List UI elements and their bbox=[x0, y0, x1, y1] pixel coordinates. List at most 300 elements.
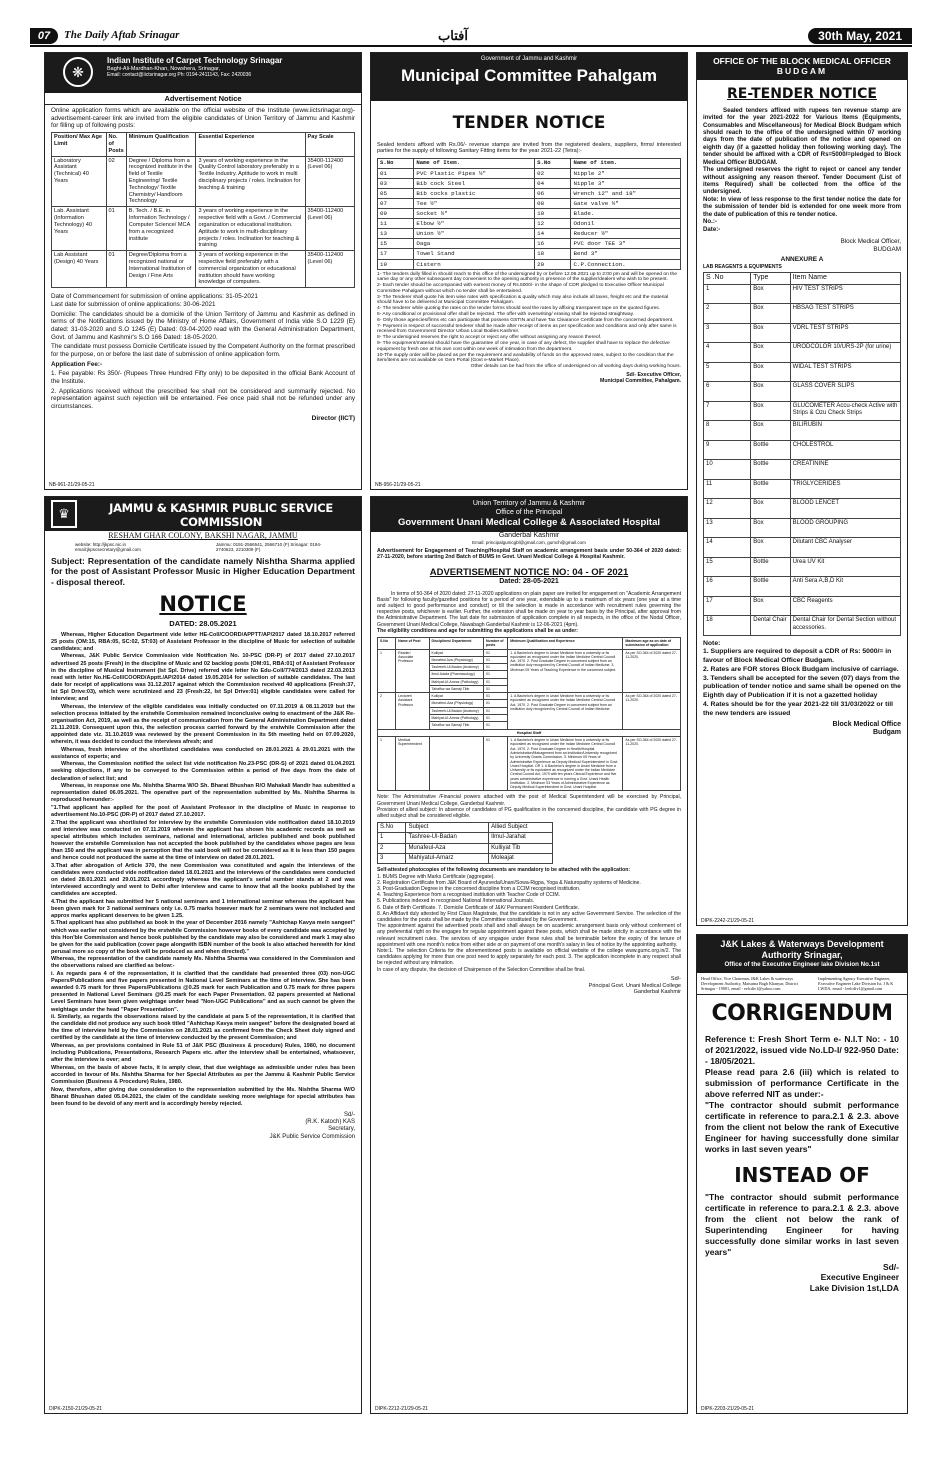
unani-office: Office of the Principal bbox=[495, 508, 563, 516]
table-row bbox=[704, 323, 901, 343]
table-cell: Moleajat bbox=[489, 854, 553, 864]
table-row bbox=[52, 251, 355, 288]
budgam-sign-3: Block Medical Office bbox=[832, 720, 901, 728]
table-cell: Laboratory Assistant (Technical) 40 Years bbox=[52, 156, 107, 207]
table-row bbox=[378, 209, 681, 219]
budgam-sign-1: Block Medical Officer, bbox=[840, 237, 901, 245]
iict-signatory: Director (IICT) bbox=[311, 414, 355, 422]
table-cell: 01 bbox=[484, 737, 508, 791]
table-cell: 01 bbox=[484, 664, 508, 671]
unani-sd: Sd/- bbox=[670, 975, 681, 982]
document-item: 6. Date of Birth Certificate. 7. Domicile Certificate of J&K/ Permanent Resident Certificate. bbox=[377, 904, 580, 911]
document-item: 2. Registration Certificate from J&K Board of Ayurveda/Unani/Sowa-Rigpa, Yoga & Naturopathy systems of Medicine. bbox=[377, 879, 641, 886]
unani-name: Government Unani Medical College & Associated Hospital bbox=[397, 517, 660, 529]
table-cell: Gate valve ½" bbox=[571, 199, 681, 209]
table-cell: As per SO-364 of 2020 dated 27-11-2020. bbox=[623, 649, 681, 693]
pahalgam-govt: Government of Jammu and Kashmir bbox=[480, 56, 578, 62]
jkpsc-header bbox=[45, 497, 361, 531]
table-cell: Munafeul-Aza (Physiology) bbox=[429, 700, 484, 707]
table-cell: Lecturer/ Assistant Professor bbox=[396, 693, 429, 729]
table-cell: 15 bbox=[378, 239, 414, 249]
table-header: Name of item. bbox=[571, 159, 681, 169]
table-header: Subject bbox=[406, 823, 489, 833]
notice-paragraph: 2.That the applicant was shortlisted for interview by the erstwhile Commission vide notification dated 18.10.2019 and interview was conducted on 07.11.2019 wherein the applicant has shown his academic records as well as special attributes which includes seminars, national and international, articles published and book published however the erstwhile Commission has not accepted the book published by the candidates whose pages are less than 150 and the applicant was in perception that the said book will not be considered as it is less than 150 pages and hence could not produced the same at the time of interview on dated 28.01.2021. bbox=[51, 819, 355, 862]
table-cell: 01 bbox=[484, 715, 508, 722]
table-cell: 17 bbox=[704, 596, 751, 616]
table-header: Name of Item. bbox=[414, 159, 535, 169]
table-row bbox=[378, 649, 681, 656]
unani-note: Note: The Administrative /Financial powers attached with the post of Medical Superintendent will be exercised by Principal, Government Unani Medical College, Ganderbal Kashmir. bbox=[377, 794, 681, 807]
table-cell: 14 bbox=[704, 538, 751, 558]
pahalgam-sign-2: Municipal Committee, Pahalgam. bbox=[600, 378, 681, 385]
table-cell: Box bbox=[751, 343, 790, 363]
masthead bbox=[30, 28, 912, 44]
table-cell: HIV TEST STRIPS bbox=[790, 284, 900, 304]
table-cell: 03 bbox=[378, 179, 414, 189]
table-row bbox=[704, 304, 901, 324]
budgam-header bbox=[697, 53, 907, 80]
table-cell: Anti Sera A,B,D Kit bbox=[790, 577, 900, 597]
notice-paragraph: Whereas, J&K Public Service Commission vide Notification No. 10-PSC (DR-P) of 2017 dated 27.10.2017 advertised 25 posts (Fresh) in the discipline of Music and 02 backlog posts [OM:01, RBA:01] of Assistant Professor in the discipline of Musical Instrument (Ist Spl. Drive) referred vide letter No Edu-Coll/774/2013 dated 22.03.2013 read with letter No.HE-Coll/COORD/Apptt./AP/2014 dated 19.05.2014 for selection of suitable candidates. The last date for receipt of applications was 31.12.2017 against which the Commission received 40 applications (Fresh:37, Ist Spl Drive:03), which were scrutinized and 23 (Fresh:22, Ist Spl Drive:01) eligible candidates were called for interview; and bbox=[51, 653, 355, 703]
iict-title: Advertisement Notice bbox=[45, 93, 361, 105]
table-cell: 1 bbox=[378, 737, 396, 791]
unani-header bbox=[371, 497, 687, 532]
table-cell: TRIGLYCERIDES bbox=[790, 479, 900, 499]
table-row bbox=[378, 854, 553, 864]
table-cell: Socket ½" bbox=[414, 209, 535, 219]
document-item: 8. An Affidavit duly attested by First Class Magistrate, that the candidate is not in any active Government Service. The selection of the candidates for the posts shall be made by the Committee constituted by the Government. bbox=[377, 910, 681, 924]
table-cell: Bottle bbox=[751, 460, 790, 480]
lcma-instead: INSTEAD OF bbox=[734, 1163, 870, 1188]
table-cell: HBSAG TEST STRIPS bbox=[790, 304, 900, 324]
budgam-title: RE-TENDER NOTICE bbox=[727, 85, 877, 102]
table-cell: Nipple 3" bbox=[571, 179, 681, 189]
table-cell: As per SO-364 of 2020 dated 27-11-2020. bbox=[623, 693, 681, 729]
table-cell: Medical Superintendent bbox=[396, 737, 429, 791]
iict-intro: Online application forms which are available on the official website of the Institute (www.iictsrinagar.org)-advertisement-career link are invited from the eligible candidates of Union Territory of Jammu and Kashmir for filling up of following posts: bbox=[51, 107, 355, 130]
note-item: 2. Rates are FOR stores Block Budgam inclusive of carriage. bbox=[703, 665, 899, 673]
notice-paragraph: i. As regards para 4 of the representation, it is clarified that the candidate had presented three (03) non-UGC Papers/Publications and five papers presented in National Level Seminars at the time of interview. She has been awarded 0.75 mark for three Papers/Publications @0.25 mark for each Publication and 0.75 mark for three papers presented in National Level Seminars @0.25 mark for each Paper Presentation. 02 papers presented at National Level Seminars have been given weightage under head "Non-UGC Publications" and as such cannot be given the weightage under the head "Paper Presentation". bbox=[51, 971, 355, 1013]
note-item: 4. Rates should be for the year 2021-22 till 31/03/2022 or till the new tenders are issued bbox=[703, 701, 894, 717]
jkpsc-name: JAMMU & KASHMIR PUBLIC SERVICE COMMISSION bbox=[109, 501, 333, 530]
table-cell: Kulliyat Tib bbox=[489, 843, 553, 853]
budgam-ad bbox=[696, 52, 908, 926]
table-cell: CHOLESTROL bbox=[790, 440, 900, 460]
table-cell: WIDAL TEST STRIPS bbox=[790, 362, 900, 382]
table-row bbox=[378, 168, 681, 178]
iict-address: Baghi-Ali-Mardhan-Khan, Nowshera, Srinagar, bbox=[107, 65, 221, 72]
jkpsc-title: NOTICE bbox=[159, 591, 247, 616]
table-cell: Box bbox=[751, 538, 790, 558]
iict-table bbox=[51, 132, 355, 288]
unani-ut: Union Territory of Jammu & Kashmir bbox=[472, 500, 586, 507]
page-number: 07 bbox=[30, 28, 58, 44]
budgam-no: No.:- bbox=[703, 218, 717, 226]
table-cell: 01 bbox=[484, 678, 508, 685]
table-cell: 35400-112400 (Level 06) bbox=[305, 251, 354, 288]
notice-paragraph: 4.That the applicant has submitted her 5 national seminars and 1 international seminar whereas the applicant has been given mark for 3 national seminars only i.e. 0.75 marks however mark for 2 seminars were not included and approx marks applicant deserves to be given 1.25. bbox=[51, 898, 355, 919]
iict-ad bbox=[44, 52, 362, 490]
lcma-quote-1: "The contractor should submit performance certificate in reference to para.2.1 & 2.3. above from the client not below the rank of Executive Engineer for having successfully done similar works in last seven years" bbox=[705, 1099, 899, 1155]
table-cell: 01 bbox=[378, 168, 414, 178]
document-item: 3. Post-Graduation Degree in the concerned discipline from a CCIM recognised institution. bbox=[377, 886, 581, 893]
table-row bbox=[378, 229, 681, 239]
table-cell: Kulliyat bbox=[429, 693, 484, 700]
notice-paragraph: Whereas, as per provisions contained in Rule 51 of J&K PSC (Business & procedure) Rules, 1980, no document including Publications, Presentations, Research Papers etc. after the interview shall be entertained, whatsoever, after the interview is over; and bbox=[51, 1043, 355, 1064]
table-cell: 17 bbox=[378, 249, 414, 259]
lcma-ref: DIPK-2203-21/29-05-21 bbox=[701, 1405, 755, 1412]
table-cell: 01 bbox=[484, 707, 508, 714]
table-cell: PVC Plastic Pipes ½" bbox=[414, 168, 535, 178]
table-row bbox=[378, 729, 681, 737]
note-item: 1. Suppliers are required to deposit a CDR of Rs: 5000/= in favour of Block Medical Officer Budgam. bbox=[703, 648, 892, 664]
table-row bbox=[378, 199, 681, 209]
table-row bbox=[704, 499, 901, 519]
pahalgam-intro: Sealed tenders affixed with Rs.06/- revenue stamps are invited from the registered dealers, suppliers, firms/ interested parties for the supply of following Sanitary Fitting items for the year 2021-22 (Tetra):- bbox=[377, 141, 681, 155]
lcma-quote-2: "The contractor should submit performance certificate in reference to para.2.1 & 2.3. above from the client not below the rank of Superintending Engineer for having successfully done similar works in last seven years" bbox=[705, 1191, 899, 1257]
table-row bbox=[704, 460, 901, 480]
table-cell: Box bbox=[751, 323, 790, 343]
table-cell: Box bbox=[751, 401, 790, 421]
table-header: S.No bbox=[378, 638, 396, 650]
lcma-header bbox=[697, 935, 907, 973]
table-cell: Box bbox=[751, 518, 790, 538]
table-row bbox=[378, 259, 681, 269]
table-cell: 16 bbox=[535, 239, 571, 249]
table-row bbox=[704, 557, 901, 577]
table-cell: 08 bbox=[535, 199, 571, 209]
iict-date-start: Date of Commencement for submission of online applications: 31-05-2021 bbox=[51, 293, 258, 301]
unani-intro: In terms of 50-364 of 2020 dated: 27-11-2020 applications on plain paper are invited for engagement on "Academic Arrangement Basis" for following faculty/gazetted positions for a period of one year, extendable up to a maximum of six years (one year at a time and subject to good performance and conduct) or till the selection is made in accordance with recruitment rules governing the respective posts, whichever is earlier. Further, the extension shall be made on year to year basis by the Principal, after approval from the Administrative Department. The last date for submission of application complete in all respects, in the office of the Nodal Officer, Government Unani Medical College, Nawabagh Ganderbal Kashmir is 12-06-2021 (4pm). bbox=[377, 590, 681, 628]
table-cell: Lab Assistant (Design) 40 Years bbox=[52, 251, 107, 288]
table-cell: Cistern bbox=[414, 259, 535, 269]
table-cell: 15 bbox=[704, 557, 751, 577]
budgam-ref: DIPK-2242-21/29-05-21 bbox=[701, 917, 755, 924]
pahalgam-name: Municipal Committee Pahalgam bbox=[401, 66, 657, 86]
iict-domicile: Domicile: The candidates should be a domicile of the Union Territory of Jammu and Kashmir as defined in terms of the Notifications issued by the Ministry of Home Affairs, Government of India vide S.O 1229 (E) dated: 31-03-2020 and S.O 1245 (E) Dated: 03-04-2020 read with the General Administration Department, Govt. of Jammu and Kashmir's S.O 166 Dated: 18-05-2020. bbox=[51, 310, 355, 341]
table-cell: 13 bbox=[378, 229, 414, 239]
condition-item: 6- Only those agencies/firms etc can participate that possess GSTIN and have Tax Clearance Certificate from the concerned department. bbox=[377, 317, 674, 323]
table-cell: Dental Chair bbox=[751, 616, 790, 636]
table-row bbox=[52, 207, 355, 251]
lcma-office: Office of the Executive Engineer lake Division No.1st bbox=[724, 960, 880, 968]
table-row bbox=[378, 737, 681, 791]
iict-name: Indian Institute of Carpet Technology Srinagar bbox=[107, 56, 283, 65]
table-cell: 1 bbox=[378, 833, 406, 843]
table-cell: VDRL TEST STRIPS bbox=[790, 323, 900, 343]
table-cell: 14 bbox=[535, 229, 571, 239]
table-cell: 6 bbox=[704, 382, 751, 402]
iict-fee-1: 1. Fee payable: Rs 350/- (Rupees Three Hundred Fifty only) to be deposited in the official Bank Account of the Institute. bbox=[51, 370, 355, 385]
jkpsc-emblem-icon: ♛ bbox=[51, 500, 77, 528]
table-header: S.No bbox=[378, 159, 414, 169]
iict-email: Email: contact@iictsrinagar.org Ph: 0194-2411143, Fax: 2420036 bbox=[107, 72, 252, 79]
jkpsc-ad bbox=[44, 496, 362, 1414]
table-cell: 02 bbox=[106, 156, 126, 207]
table-cell: Degree/Diploma from a recognized national or International Institution of Design / Fine Arts bbox=[126, 251, 196, 288]
table-row bbox=[704, 284, 901, 304]
table-cell: 07 bbox=[378, 199, 414, 209]
table-cell: Bend 3" bbox=[571, 249, 681, 259]
table-cell: 11 bbox=[704, 479, 751, 499]
document-item: 4. Teaching Experience from a recognised institution with Teacher Code of CCIM. bbox=[377, 892, 560, 899]
table-cell: Tahaffuz wa Samaji Tibb bbox=[429, 685, 484, 692]
table-cell: 12 bbox=[704, 499, 751, 519]
unani-table bbox=[377, 637, 681, 791]
jkpsc-sign-1: (R.K. Katoch) KAS bbox=[305, 1119, 355, 1126]
table-row bbox=[378, 189, 681, 199]
table-cell: Tahaffuz wa Samaji Tibb bbox=[429, 722, 484, 729]
iict-th: No. of Posts bbox=[106, 133, 126, 156]
table-row bbox=[378, 693, 681, 700]
table-cell: 1. A Bachelor's degree in Unani Medicine from a university or its equivalent as recognized under the Indian Medicine Central Council Act, 1970. 2. Post Graduate Degree in Health/Hospital Administration/Management from an institution/University recognized by University Grants Commission. 3. Minimum 05 Years of Administrative Experience as Deputy Medical Superintendent in Govt. Unani Hospital. OR 1. A Bachelor's degree in Unani Medicine from a University or its equivalent as recognized under the Indian Medicine Central Council Act, 1970 with ten years Clinical Experience and five years administrative experience in running a Govt. Unani Health Institution. 2. Minimum 03 Years of Administrative Experience as Deputy Medical Superintendent in Govt. Unani Hospital. bbox=[508, 737, 623, 791]
unani-sub: Advertisement for Engagement of Teaching/Hospital Staff on academic arrangement basis under 50-364 of 2020 dated: 27-11-2020, before starting 2nd Batch of BUMS in Govt. Unani Medical College & Hospital Kashmir. bbox=[377, 547, 681, 561]
condition-item: 1- The tenders dully filled in should reach to this office of the undersigned by or before 12.06.2021 up to 2:00 pm and will be opened on the same day or any other subsequent day convenient to the opening authority in presence of the supplier/dealers who wish to be present. bbox=[377, 271, 677, 283]
notice-paragraph: ii. Similarly, as regards the observations raised by the candidate at para 5 of the representation, it is clarified that the candidate did not produce any such book titled "Ashtchap Kavya mein sangeet" before the designated board at the time of interview held by the Commission on 28.01.2021 as confirmed from the Check Sheet duly signed and certified by the candidate at the time of interview conducted by the present Commission; and bbox=[51, 1014, 355, 1042]
budgam-note: Note: bbox=[703, 639, 721, 647]
table-cell: Bottle bbox=[751, 440, 790, 460]
budgam-lab: LAB REAGENTS & EQUIPMENTS bbox=[703, 264, 782, 271]
table-row bbox=[704, 538, 901, 558]
table-cell: Tashree-Ul-Badan bbox=[406, 833, 489, 843]
table-cell: Daga bbox=[414, 239, 535, 249]
lcma-title: CORRIGENDUM bbox=[711, 1000, 893, 1026]
table-cell: C.P.Connection. bbox=[571, 259, 681, 269]
table-cell: Tee ½" bbox=[414, 199, 535, 209]
table-header: Disciplines/ Department bbox=[429, 638, 484, 650]
table-cell: Urea UV Kit bbox=[790, 557, 900, 577]
table-cell: 3 years of working experience in the respective field with a Govt. / Commercial organization or educational institution. Aptitude to work in multi-disciplinary projects / roles. Inclination for teaching & training bbox=[196, 207, 305, 251]
table-cell: Box bbox=[751, 284, 790, 304]
notice-paragraph: 5.That applicant has also published as book in the year of December 2016 namely "Ashtchap Kavya mein sangeet" which was earlier not considered by the erstwhile Commission however books of every candidate was accepted by this Hon'ble Commission and hence book published by the candidate may also be considered and mark 1 may also be given for the said publication (cover page alongwith ISBN number of the book is also attached herewith for kind perusal more so copy of the book will be produced as and when directed)." bbox=[51, 920, 355, 955]
table-cell: Elbow ½" bbox=[414, 219, 535, 229]
table-cell: Bib cock Steel bbox=[414, 179, 535, 189]
table-cell: Degree / Diploma from a recognized institute in the field of Textile Engineering/ Textile Technology/ Textile Chemistry/ Handloom Technology bbox=[126, 156, 196, 207]
table-cell: 35400-112400 (Level 06) bbox=[305, 156, 354, 207]
table-cell: 01 bbox=[106, 207, 126, 251]
table-row bbox=[704, 577, 901, 597]
table-row bbox=[704, 401, 901, 421]
table-cell: Reader/ Associate Professor bbox=[396, 649, 429, 693]
paper-name: The Daily Aftab Srinagar bbox=[64, 29, 180, 41]
table-cell: 4 bbox=[704, 343, 751, 363]
notice-paragraph: Now, therefore, after giving due consideration to the representation submitted by the Ms. Nishtha Sharma W/O Bharat Bhushan dated 05.04.2021, the claim of the candidate seeking more weightage for special attributes has been found to be devoid of any merit and is accordingly hereby rejected. bbox=[51, 1086, 355, 1107]
table-row bbox=[378, 239, 681, 249]
table-cell: Munafeul Aza (Physiology) bbox=[429, 656, 484, 663]
table-cell: 01 bbox=[484, 649, 508, 656]
table-cell: 09 bbox=[378, 209, 414, 219]
table-cell: 10 bbox=[704, 460, 751, 480]
table-cell: Box bbox=[751, 499, 790, 519]
lcma-agency: Implementing Agency Executive Engineer, Executive Engineer Lake Division Ist, J & K LWDA, email - leelcdiv1@gmail.com bbox=[818, 975, 894, 991]
lcma-sign-1: Executive Engineer bbox=[820, 1272, 899, 1283]
table-cell: GLUCOMETER Accu-check Active with Strips & Ozu Check Strips bbox=[790, 401, 900, 421]
iict-th: Pay Scale bbox=[305, 133, 354, 156]
pahalgam-title: TENDER NOTICE bbox=[452, 113, 606, 133]
table-cell: Dental Chair for Dental Section without accessories. bbox=[790, 616, 900, 636]
iict-th: Essential Experience bbox=[196, 133, 305, 156]
table-header: Name of Post bbox=[396, 638, 429, 650]
iict-th: Position/ Max Age Limit bbox=[52, 133, 107, 156]
table-cell: 1 bbox=[704, 284, 751, 304]
table-cell: BLOOD GROUPING bbox=[790, 518, 900, 538]
table-cell: Reducer ½" bbox=[571, 229, 681, 239]
iict-fee-title: Application Fee:- bbox=[51, 360, 103, 368]
table-cell: 10 bbox=[535, 209, 571, 219]
table-cell: Nipple 2" bbox=[571, 168, 681, 178]
table-cell: Ilmul Adwia (Pharmacology) bbox=[429, 671, 484, 678]
unani-ad bbox=[370, 496, 688, 1414]
budgam-place: BUDGAM bbox=[776, 66, 828, 77]
table-row bbox=[704, 440, 901, 460]
lcma-name: J&K Lakes & Waterways Development Authority Srinagar, bbox=[720, 939, 884, 960]
table-row bbox=[704, 343, 901, 363]
unani-dated: Dated: 28-05-2021 bbox=[499, 578, 559, 586]
table-cell: Ilmul-Jarahat bbox=[489, 833, 553, 843]
table-cell: 01 bbox=[484, 685, 508, 692]
table-row bbox=[378, 249, 681, 259]
table-cell: Kulliyat bbox=[429, 649, 484, 656]
table-cell: Bottle bbox=[751, 479, 790, 499]
budgam-annex: ANNEXURE A bbox=[780, 256, 824, 264]
unani-sign-1: Principal Govt. Unani Medical College bbox=[588, 982, 681, 989]
notice-paragraph: 3.That after abrogation of Article 370, the new Commission was constituted and again the interviews of the candidates were conducted vide notification dated 18.01.2021 and the interviews of the candidates were conducted on dated 28.01.2021 and 29.01.2021 accordingly whereas the applicant's serial number stands at 2 and was interviewed accordingly and went to Delhi after interview and came to know that all the books published by the candidates are accepted. bbox=[51, 862, 355, 898]
unani-place: Ganderbal Kashmir bbox=[498, 531, 560, 539]
table-row bbox=[378, 219, 681, 229]
lcma-read: Please read para 2.6 (iii) which is related to submission of performance Certificate in the above referred NIT as under:- bbox=[705, 1066, 899, 1099]
table-cell: Munafeul-Aza bbox=[406, 843, 489, 853]
table-cell: Box bbox=[751, 596, 790, 616]
table-cell: 1. A Bachelor's degree in Unani Medicine from a university or its equivalent as recognized under the Indian Medicine Central Council Act, 1970. 2. Post Graduate Degree in concerned subject from an institution duly recognized by Central Council of Indian Medicine. bbox=[508, 693, 623, 729]
budgam-sign-2: BUDGAM bbox=[873, 245, 901, 253]
table-cell: Towel Stand bbox=[414, 249, 535, 259]
table-cell: 19 bbox=[378, 259, 414, 269]
unani-title: ADVERTISEMENT NOTICE NO: 04 - OF 2021 bbox=[429, 566, 629, 578]
table-cell: Mahiyat-Ul-Amraz (Pathology) bbox=[429, 678, 484, 685]
table-cell: 01 bbox=[106, 251, 126, 288]
table-cell: CREATININE bbox=[790, 460, 900, 480]
table-cell bbox=[429, 737, 484, 791]
document-item: The appointment against the advertised posts shall and shall always be on academic arrangement basis only without conferment of any preferential right on the engages for regular appointment against these posts, which shall be made strictly in accordance with the relevant recruitment rules. The services of any engagee under these rules shall be terminable before the expiry of the tenure of appointment with one month's notice from either side or on payment of one month's salary in lieu of notice by the appointing authority. bbox=[377, 923, 681, 948]
table-cell: Lab. Assistant (Information Technology) 40 Years bbox=[52, 207, 107, 251]
notice-paragraph: "1.That applicant has applied for the post of Assistant Professor in the discipline of Music in response to advertisement No.10-PSC (DR-P) of 2017 dated 27.10.2017. bbox=[51, 804, 355, 819]
table-row bbox=[704, 421, 901, 441]
jkpsc-phone: Jammu: 0191-2566541, 2566710 (F) Srinagar: 0194-2740623, 2210309 (F) bbox=[215, 541, 322, 553]
table-cell: BILIRUBIN bbox=[790, 421, 900, 441]
table-cell: Bottle bbox=[751, 557, 790, 577]
iict-date-last: Last date for submission of online applications: 30-06-2021 bbox=[51, 300, 216, 308]
pahalgam-ref: NB-956-21/29-05-21 bbox=[375, 481, 421, 488]
table-cell: 20 bbox=[535, 259, 571, 269]
table-cell: Tashreeh-Ul-Badan (Anatomy) bbox=[429, 664, 484, 671]
notice-paragraph: Whereas, Higher Education Department vide letter HE-Coll/COORD/APPTT/AP/2017 dated 18.10.2017 referred 25 posts (OM:15, RBA:05, SC:02, ST:03) of Assistant Professor in the discipline of Music for selection of suitable candidates; and bbox=[51, 631, 355, 652]
table-cell: 3 years of working experience in the respective field preferably with a commercial organization or educational institution should have working knowledge of computers. bbox=[196, 251, 305, 288]
pahalgam-ad bbox=[370, 52, 688, 490]
table-cell: Box bbox=[751, 304, 790, 324]
table-cell: Box bbox=[751, 382, 790, 402]
table-cell: 9 bbox=[704, 440, 751, 460]
document-item: Note:1. The selection Criteria for the aforementioned posts is available on official website of the college www.gumc.org.in/2. The candidates applying for more than one post need to apply separately for each post. 3. The application incomplete in any respect shall be rejected without any intimation. bbox=[377, 948, 681, 967]
table-cell: 02 bbox=[535, 168, 571, 178]
table-cell: 01 bbox=[484, 671, 508, 678]
notice-paragraph: Whereas, the Commission notified the select list vide notification No.23-PSC (DR-S) of 2021 dated 01.04.2021 seeking objections, if any to be conveyed to the Commission within a period of five days from the date of declaration of select list; and bbox=[51, 761, 355, 782]
table-cell: 1 bbox=[378, 649, 396, 693]
iict-ref: NB-961-21/29-05-21 bbox=[49, 481, 95, 488]
budgam-body-2: The undersigned reserves the right to reject or cancel any tender without assigning any reason thereof. Tender Document (List of items Required) shall be collected from the office of the undersigned. bbox=[703, 166, 901, 196]
table-cell: Union ½" bbox=[414, 229, 535, 239]
table-cell: Bib cocks plastic bbox=[414, 189, 535, 199]
table-header: Item Name bbox=[790, 273, 900, 285]
condition-item: 5- Any conditional or provisional offer shall be rejected. The offer with overwriting/ erasing shall be rejected straightway. bbox=[377, 312, 635, 318]
table-cell: 16 bbox=[704, 577, 751, 597]
table-cell: Dilutant CBC Analyser bbox=[790, 538, 900, 558]
budgam-body-3: Note: In view of less response to the first tender notice the date for the submission of tender bid is extended for one week more from the date of publication of this re tender notice. bbox=[703, 195, 901, 218]
table-cell: 18 bbox=[704, 616, 751, 636]
table-cell: 01 bbox=[484, 656, 508, 663]
condition-item: 2- Each tender should be accompanied with earnest money of Rs.5000/- in the shape of CDR pledged to Executive Officer Municipal Committee Pahalgam without which no tender shall be entertained. bbox=[377, 283, 664, 294]
table-cell: PVC door TEE 3" bbox=[571, 239, 681, 249]
table-cell: Mahiyatul-Amarz bbox=[406, 854, 489, 864]
document-item: 1. BUMS Degree with Marks Certificate (aggregate). bbox=[377, 873, 495, 880]
table-section-label: Hospital Staff bbox=[378, 729, 681, 737]
table-row bbox=[704, 362, 901, 382]
table-cell: Box bbox=[751, 421, 790, 441]
unani-allied-table bbox=[377, 822, 553, 864]
condition-item: 4- The tenderer while quoting the rates on the tender forms should seal the rates by affixing transparent tape on the quoted figures. bbox=[377, 306, 661, 312]
table-row bbox=[704, 479, 901, 499]
table-cell: Blade. bbox=[571, 209, 681, 219]
table-header: S.No bbox=[378, 823, 406, 833]
table-header: Maximum age as on date of submission of application bbox=[623, 638, 681, 650]
jkpsc-web: website: http://jkpsc.nic.in email:jkpscsecretary@gmail.com bbox=[75, 541, 141, 553]
table-header: Minimum Qualification and Experience bbox=[508, 638, 623, 650]
header-rule bbox=[30, 45, 912, 47]
notice-paragraph: Whereas, fresh interview of the shortlisted candidates was conducted on 28.01.2021 & 29.01.2021 with the assistance of experts; and bbox=[51, 746, 355, 760]
paper-logo: آفتاب bbox=[438, 28, 468, 43]
table-row bbox=[704, 382, 901, 402]
table-cell: Tashreeh-Ul-Badan (Anatomy) bbox=[429, 707, 484, 714]
table-row bbox=[52, 156, 355, 207]
notice-paragraph: Whereas, on the basis of above facts, it is amply clear, that due weightage as admissible under rules has been accorded in favour of Ms. Nishtha Sharma for her Special Attributes as per the Jammu & Kashmir Public Service Commission (Business & Procedure) Rules, 1980. bbox=[51, 1064, 355, 1085]
lcma-ad bbox=[696, 934, 908, 1414]
jkpsc-address: RESHAM GHAR COLONY, BAKSHI NAGAR, JAMMU bbox=[108, 531, 298, 540]
table-row bbox=[378, 843, 553, 853]
table-cell: Wrench 12" and 18" bbox=[571, 189, 681, 199]
pahalgam-header bbox=[371, 53, 687, 101]
table-cell: GLASS COVER SLIPS bbox=[790, 382, 900, 402]
table-header: Allied Subject bbox=[489, 823, 553, 833]
pahalgam-sign-1: Sd/- Executive Officer, bbox=[626, 371, 681, 378]
table-cell: 2 bbox=[704, 304, 751, 324]
notice-paragraph: Whereas, the representation of the candidate namely Ms. Nishtha Sharma was considered in the Commission and the observations raised are clarified as below:- bbox=[51, 956, 355, 970]
table-cell: 01 bbox=[484, 700, 508, 707]
table-header: S.No bbox=[535, 159, 571, 169]
condition-item: 9- The equipment/material should have the guarantee of one year, in case of any defect, the supplier shall have to replace the defective equipment by fresh one at his own cost within one week of intimation from the department. bbox=[377, 340, 670, 352]
pahalgam-table bbox=[377, 158, 681, 269]
unani-email: Email: principalgumcgbl@gmail.com, gumch@gmail.com bbox=[472, 540, 586, 546]
lcma-sign-2: Lake Division 1st,LDA bbox=[809, 1282, 899, 1293]
notice-paragraph: Whereas, the interview of the eligible candidates was initially conducted on 07.11.2019 & 08.11.2019 but the selection process initiated by the erstwhile Commission remained inconclusive owing to enactment of the J&K Re-organisation Act, 2019, as well as the receipt of communication from the General Administration Department dated 21.11.2019. Consequent upon this, the selection process carried forward by the erstwhile Commission after the appointed date viz. 31.10.2019 was reviewed by the present Commission in its 5th meeting held on 07.09.2020, wherein, it was decided to conduct the interviews afresh; and bbox=[51, 703, 355, 746]
table-cell: 18 bbox=[535, 249, 571, 259]
table-row bbox=[704, 596, 901, 616]
budgam-table bbox=[703, 272, 901, 636]
iict-fee-2: 2. Applications received without the prescribed fee shall not be considered and summarily rejected. No representation against such rejection will be entertained. Fee once paid shall not be refunded under any circumstances. bbox=[51, 387, 355, 410]
table-cell: Mahiyat-Ul-Amraz (Pathology) bbox=[429, 715, 484, 722]
jkpsc-subject: Subject: Representation of the candidate namely Nishtha Sharma applied for the post of Assistant Professor Music in Higher Education Department - disposal thereof. bbox=[51, 555, 355, 588]
lcma-sd: Sd/- bbox=[882, 1261, 899, 1272]
iict-th: Minimum Qualification bbox=[126, 133, 196, 156]
table-cell: 1. A Bachelor's degree in Unani Medicine from a university or its equivalent as recognized under the Indian Medicine Central Council Act, 1970. 2. Post Graduate Degree in concerned subject from an institution duly recognized by Central Council of Indian Medicine. 3. Minimum 05 Years of Teaching Experience in the concerned subject. bbox=[508, 649, 623, 693]
